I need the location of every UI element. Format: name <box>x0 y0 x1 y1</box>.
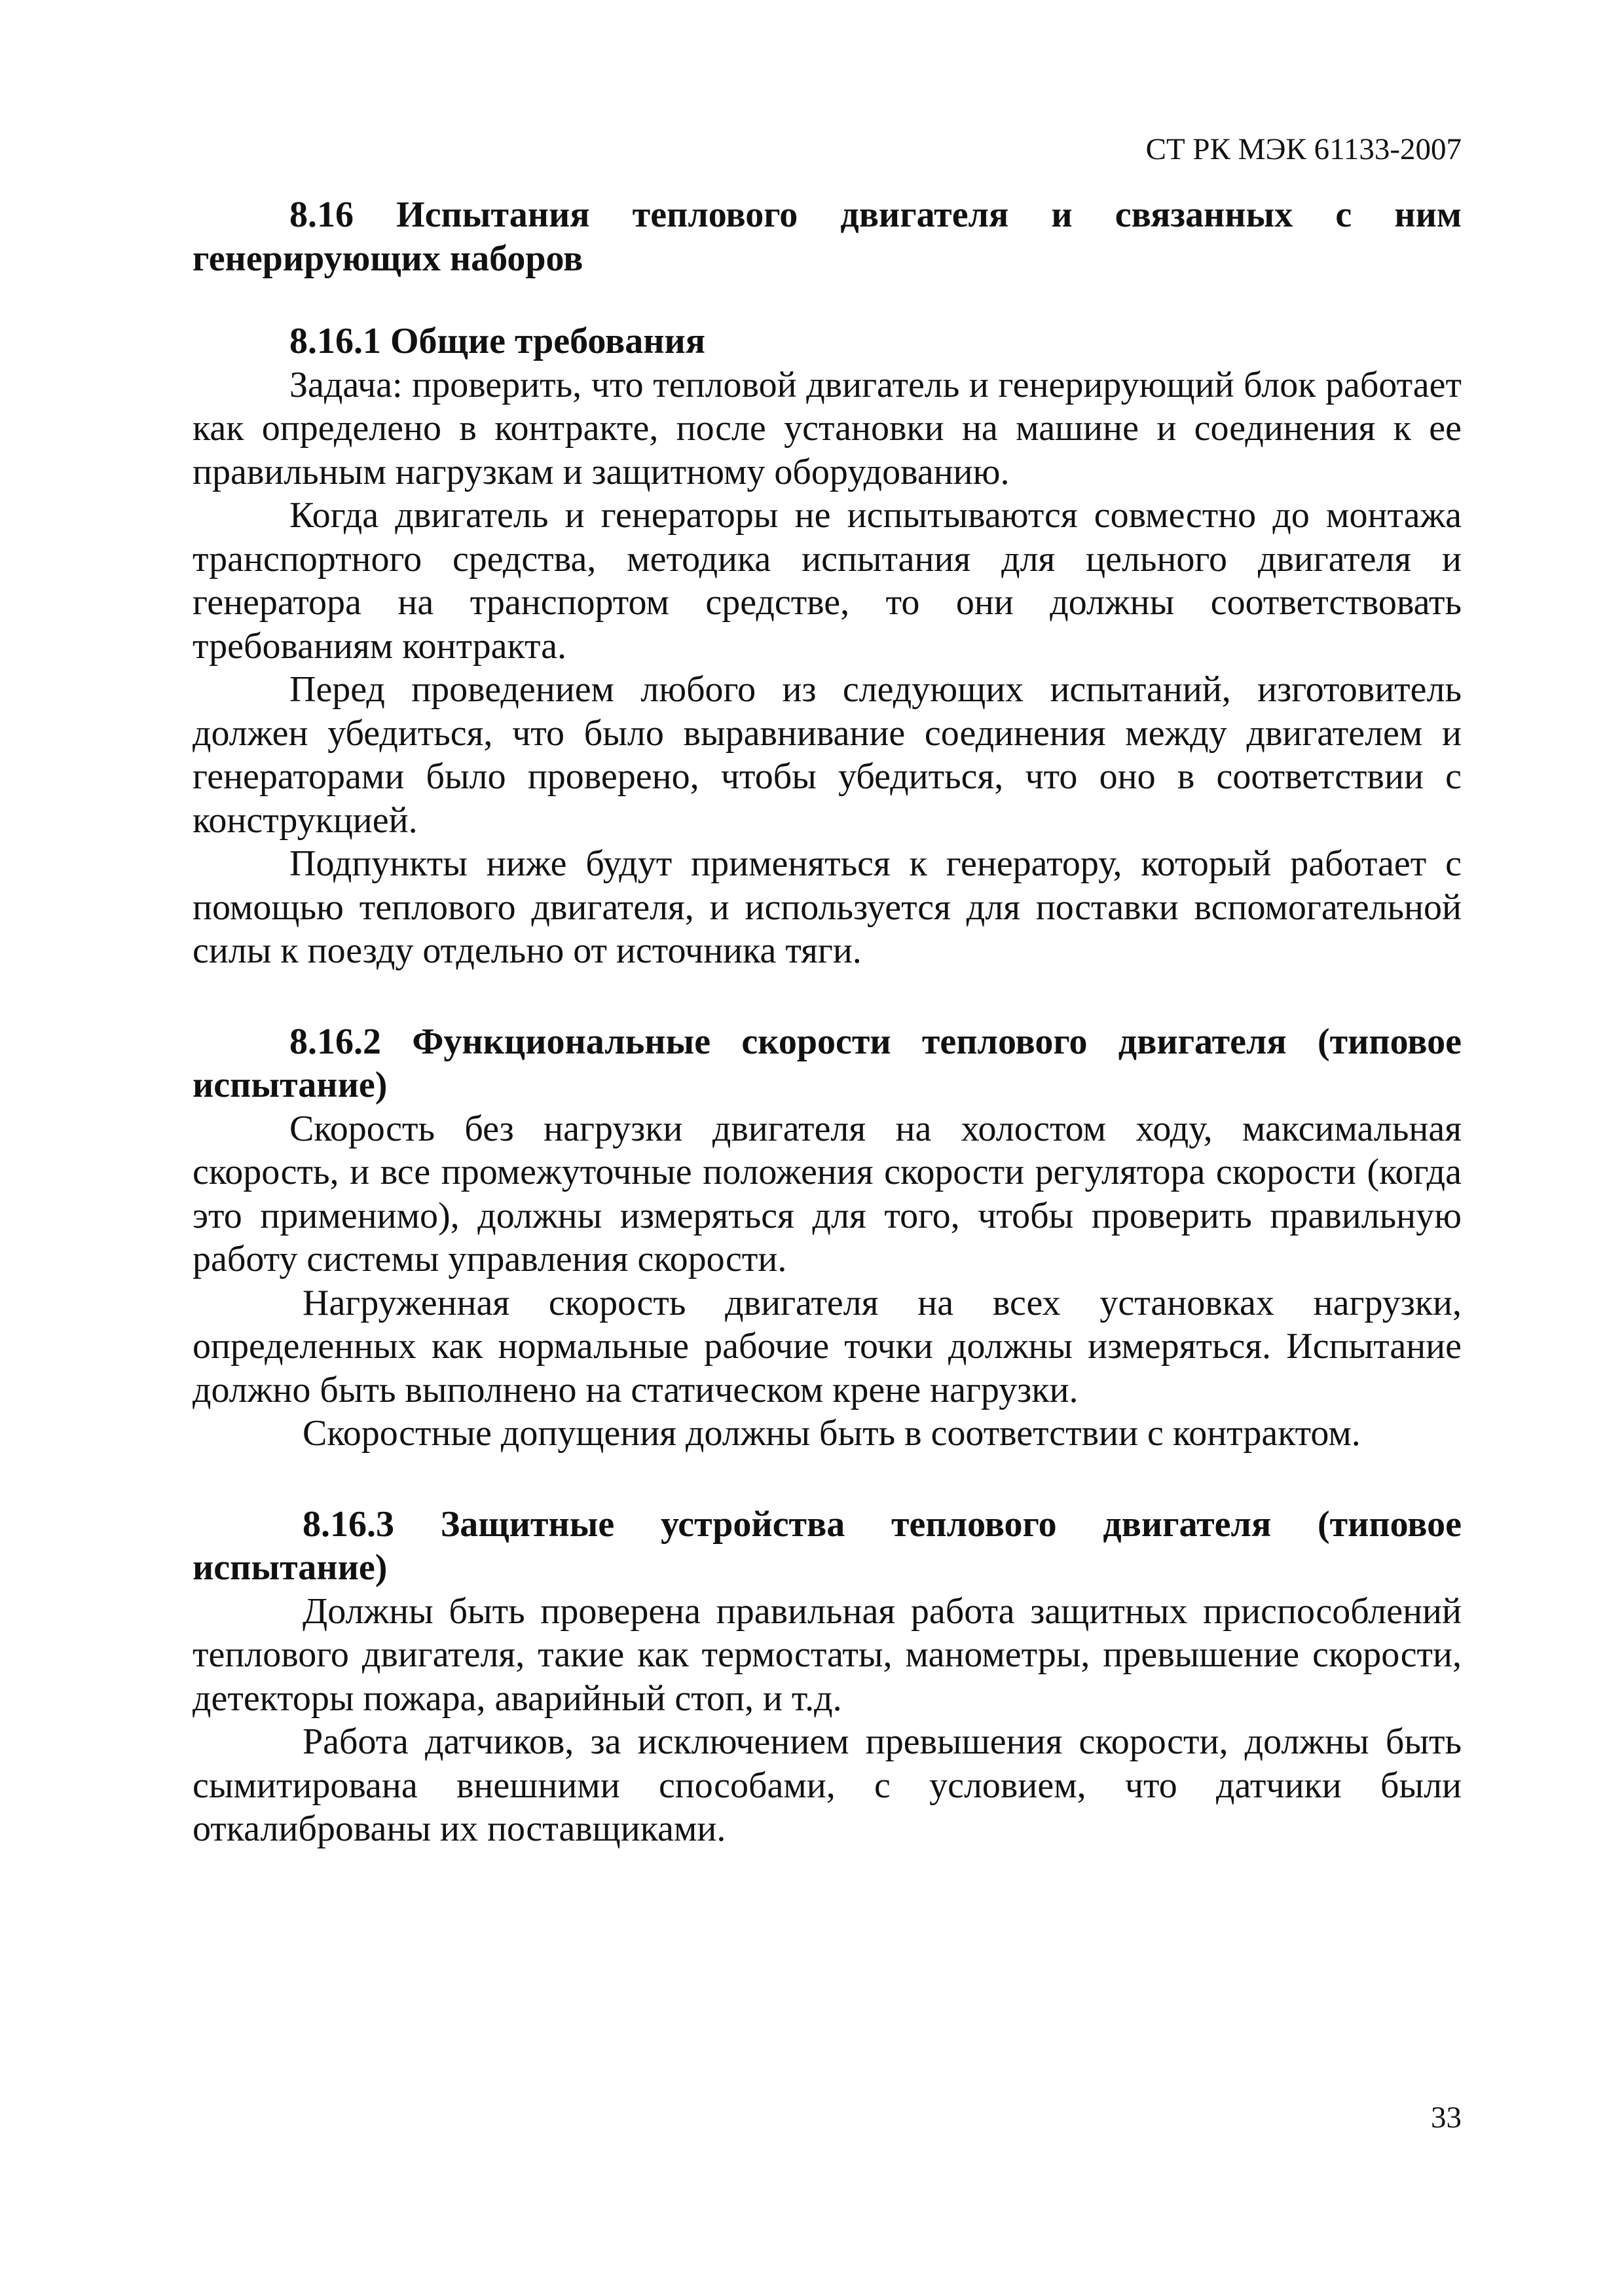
section-8-16-3-paragraph-1: Должны быть проверена правильная работа защитных приспособлений теплового двигателя, такие как термостаты, манометры, превышение скорости, детекторы пожара, аварийный стоп, и т.д. <box>193 1590 1462 1719</box>
section-8-16-1-paragraph-4: Подпункты ниже будут применяться к генератору, который работает с помощью теплового двигателя, и используется для поставки вспомогательной силы к поезду отдельно от источника тяги. <box>193 843 1462 971</box>
section-8-16-3-paragraph-2: Работа датчиков, за исключением превышения скорости, должны быть сымитирована внешними способами, с условием, что датчики были откалиброваны их поставщиками. <box>193 1721 1462 1849</box>
section-8-16-2-heading: 8.16.2 Функциональные скорости теплового двигателя (типовое испытание) <box>193 1021 1462 1105</box>
page-number: 33 <box>1431 2101 1462 2135</box>
section-8-16-3-heading: 8.16.3 Защитные устройства теплового двигателя (типовое испытание) <box>193 1503 1462 1588</box>
section-8-16-1-paragraph-2: Когда двигатель и генераторы не испытываются совместно до монтажа транспортного средства, методика испытания для цельного двигателя и генератора на транспортом средстве, то они должны соответствовать требованиям контракта. <box>193 495 1462 667</box>
section-8-16-2-paragraph-1: Скорость без нагрузки двигателя на холостом ходу, максимальная скорость, и все промежуточные положения скорости регулятора скорости (когда это применимо), должны измеряться для того, чтобы проверить правильную работу системы управления скорости. <box>193 1108 1462 1279</box>
section-8-16-heading: 8.16 Испытания теплового двигателя и связанных с ним генерирующих наборов <box>193 194 1462 279</box>
section-8-16-1-paragraph-3: Перед проведением любого из следующих испытаний, изготовитель должен убедиться, что было выравнивание соединения между двигателем и генераторами было проверено, чтобы убедиться, что оно в соответствии с конструкцией. <box>193 669 1462 841</box>
document-code: СТ РК МЭК 61133-2007 <box>1145 132 1462 166</box>
section-8-16-1-heading: 8.16.1 Общие требования <box>289 321 706 361</box>
section-8-16-1-paragraph-1: Задача: проверить, что тепловой двигатель и генерирующий блок работает как определено в контракте, после установки на машине и соединения к ее правильным нагрузкам и защитному оборудованию. <box>193 364 1462 492</box>
section-8-16-2-paragraph-2: Нагруженная скорость двигателя на всех установках нагрузки, определенных как нормальные рабочие точки должны измеряться. Испытание должно быть выполнено на статическом крене нагрузки. <box>193 1282 1462 1410</box>
section-8-16-2-paragraph-3: Скоростные допущения должны быть в соответствии с контрактом. <box>303 1413 1361 1454</box>
page-content <box>193 193 1462 1851</box>
